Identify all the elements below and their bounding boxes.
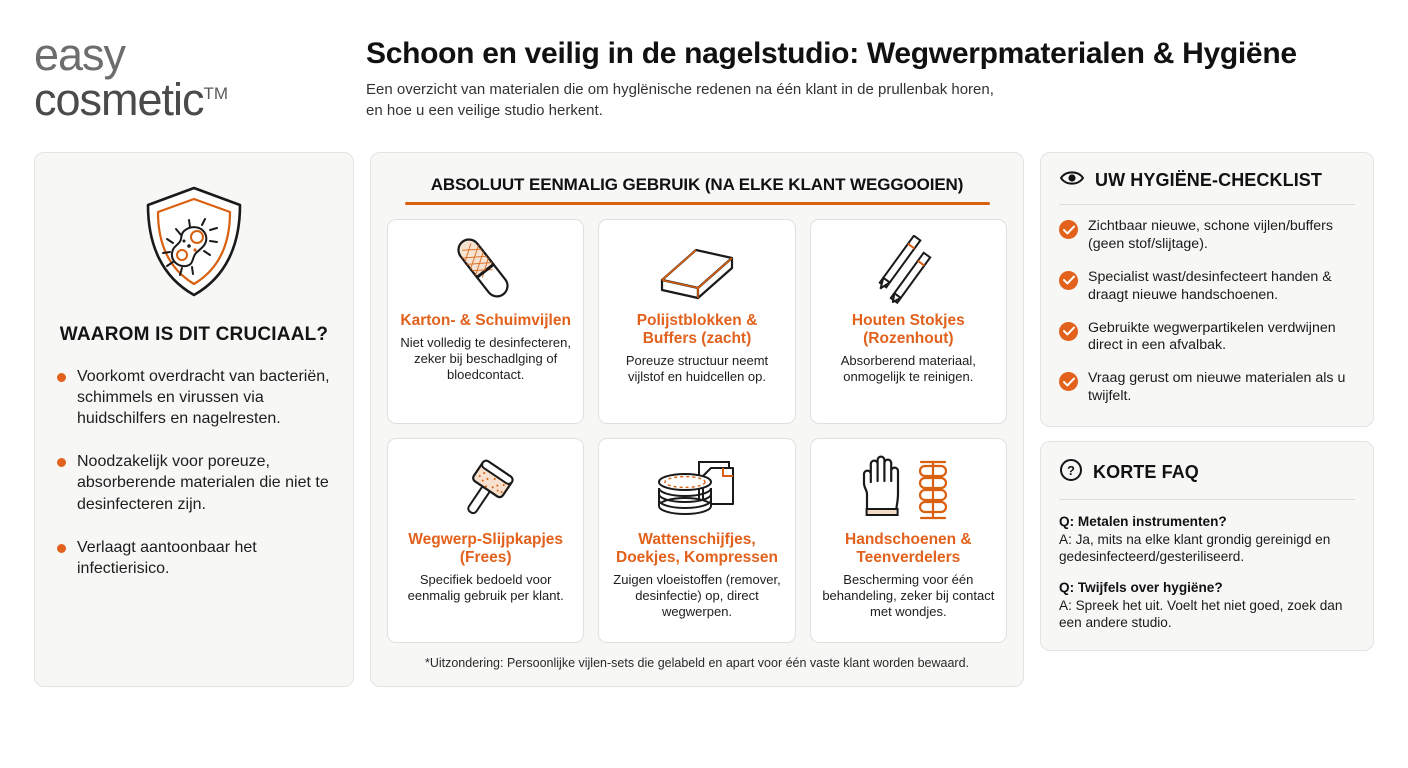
material-card-title: Polijstblokken & Buffers (zacht) [636, 311, 758, 347]
eye-icon [1059, 169, 1085, 192]
faq-header [1059, 458, 1355, 487]
material-card-desc: Poreuze structuur neemt vijlstof en huidcellen op. [625, 352, 769, 384]
material-card-title: Handschoenen & Teenverdelers [845, 530, 972, 566]
material-card [387, 219, 584, 424]
main-columns [0, 152, 1408, 687]
bullet-dot-icon [57, 373, 66, 382]
faq-entry [1059, 513, 1355, 566]
checklist-item [1059, 320, 1355, 356]
check-badge-icon [1059, 372, 1078, 391]
checklist-divider [1059, 204, 1355, 205]
checklist-item-text: Zichtbaar nieuwe, schone vijlen/buffers (geen stof/slijtage). [1088, 218, 1334, 252]
single-use-heading: ABSOLUUT EENMALIG GEBRUIK (NA ELKE KLANT WEGGOOIEN) [430, 175, 964, 194]
brand-logo-line1: easy [34, 29, 126, 80]
material-card [810, 219, 1007, 424]
sanding-cap-icon [445, 453, 527, 527]
wooden-sticks-icon [866, 234, 950, 308]
brand-logo-line2 [34, 73, 229, 125]
material-card-desc: Zuigen vloeistoffen (remover, desinfectie) op, direct wegwerpen. [613, 571, 781, 620]
question-mark-icon [1059, 458, 1083, 487]
checklist-heading: UW HYGIËNE-CHECKLIST [1095, 170, 1322, 190]
checklist-item-text: Gebruikte wegwerpartikelen verdwijnen direct in een afvalbak. [1088, 319, 1336, 354]
nail-file-icon [447, 234, 525, 308]
check-badge-icon [1059, 220, 1078, 239]
material-card-desc: Niet volledig te desinfecteren, zeker bij beschadlging of bloedcontact. [400, 334, 571, 383]
checklist-item [1059, 269, 1355, 305]
faq-divider [1059, 499, 1355, 500]
right-column [1040, 152, 1374, 687]
why-crucial-heading: WAAROM IS DIT CRUCIAAL? [59, 324, 329, 345]
bullet-item [57, 451, 331, 514]
shield-germ-icon [140, 183, 248, 306]
checklist-item [1059, 218, 1355, 254]
bullet-item [57, 366, 331, 429]
material-card-title: Wattenschijfjes, Doekjes, Kompressen [616, 530, 778, 566]
material-card-desc: Bescherming voor één behandeling, zeker bij contact met wondjes. [822, 571, 995, 620]
page-header [0, 0, 1408, 152]
faq-entry [1059, 579, 1355, 632]
faq-answer: A: Spreek het uit. Voelt het niet goed, zoek dan een andere studio. [1059, 597, 1343, 631]
bullet-dot-icon [57, 458, 66, 467]
svg-text:?: ? [1067, 463, 1075, 479]
glove-toe-separator-icon [853, 453, 963, 527]
brand-logo-word: cosmetic [34, 73, 204, 125]
bullet-text: Verlaagt aantoonbaar het infectierisico. [77, 538, 257, 577]
faq-heading: KORTE FAQ [1093, 462, 1199, 483]
faq-question: Q: Twijfels over hygiëne? [1059, 580, 1223, 596]
material-card [598, 438, 795, 643]
header-text [364, 26, 1374, 122]
heading-underline [405, 202, 990, 205]
single-use-card-grid [387, 219, 1007, 643]
trademark-symbol: TM [203, 83, 229, 103]
checklist-item-text: Vraag gerust om nieuwe materialen als u twijfelt. [1088, 370, 1346, 405]
bullet-text: Voorkomt overdracht van bacteriën, schimmels en virussen via huidschilfers en nagelresten. [77, 368, 330, 428]
bullet-text: Noodzakelijk voor poreuze, absorberende materialen die niet te desinfecteren zijn. [77, 453, 329, 513]
single-use-panel [370, 152, 1024, 687]
material-card-title: Wegwerp-Slijpkapjes (Frees) [408, 530, 564, 566]
check-badge-icon [1059, 322, 1078, 341]
exception-footnote: *Uitzondering: Persoonlijke vijlen-sets die gelabeld en apart voor één vaste klant worden bewaard. [424, 655, 970, 670]
checklist-header [1059, 169, 1355, 192]
material-card [598, 219, 795, 424]
checklist-item [1059, 370, 1355, 406]
hygiene-checklist-panel [1040, 152, 1374, 427]
why-crucial-panel [34, 152, 354, 687]
faq-panel [1040, 441, 1374, 651]
cotton-pads-icon [651, 453, 743, 527]
material-card-desc: Absorberend materiaal, onmogelijk te reinigen. [840, 352, 976, 384]
checklist-item-text: Specialist wast/desinfecteert handen & draagt nieuwe handschoenen. [1088, 268, 1332, 303]
buffer-block-icon [652, 234, 742, 308]
check-badge-icon [1059, 271, 1078, 290]
material-card [810, 438, 1007, 643]
bullet-dot-icon [57, 544, 66, 553]
material-card [387, 438, 584, 643]
material-card-title: Houten Stokjes (Rozenhout) [851, 311, 965, 347]
bullet-item [57, 537, 331, 579]
page-subtitle: Een overzicht van materialen die om hyglënische redenen na één klant in de prullenbak horen, en hoe u een veilige studio herkent. [366, 81, 994, 120]
material-card-title: Karton- & Schuimvijlen [400, 311, 571, 329]
faq-answer: A: Ja, mits na elke klant grondig gereinigd en gedesinfecteerd/gesteriliseerd. [1059, 531, 1331, 565]
why-crucial-bullets [57, 366, 331, 601]
material-card-desc: Specifiek bedoeld voor eenmalig gebruik per klant. [407, 571, 564, 603]
page-title: Schoon en veilig in de nagelstudio: Wegwerpmaterialen & Hygiëne [366, 37, 1297, 70]
faq-question: Q: Metalen instrumenten? [1059, 514, 1227, 530]
brand-logo [34, 26, 364, 123]
